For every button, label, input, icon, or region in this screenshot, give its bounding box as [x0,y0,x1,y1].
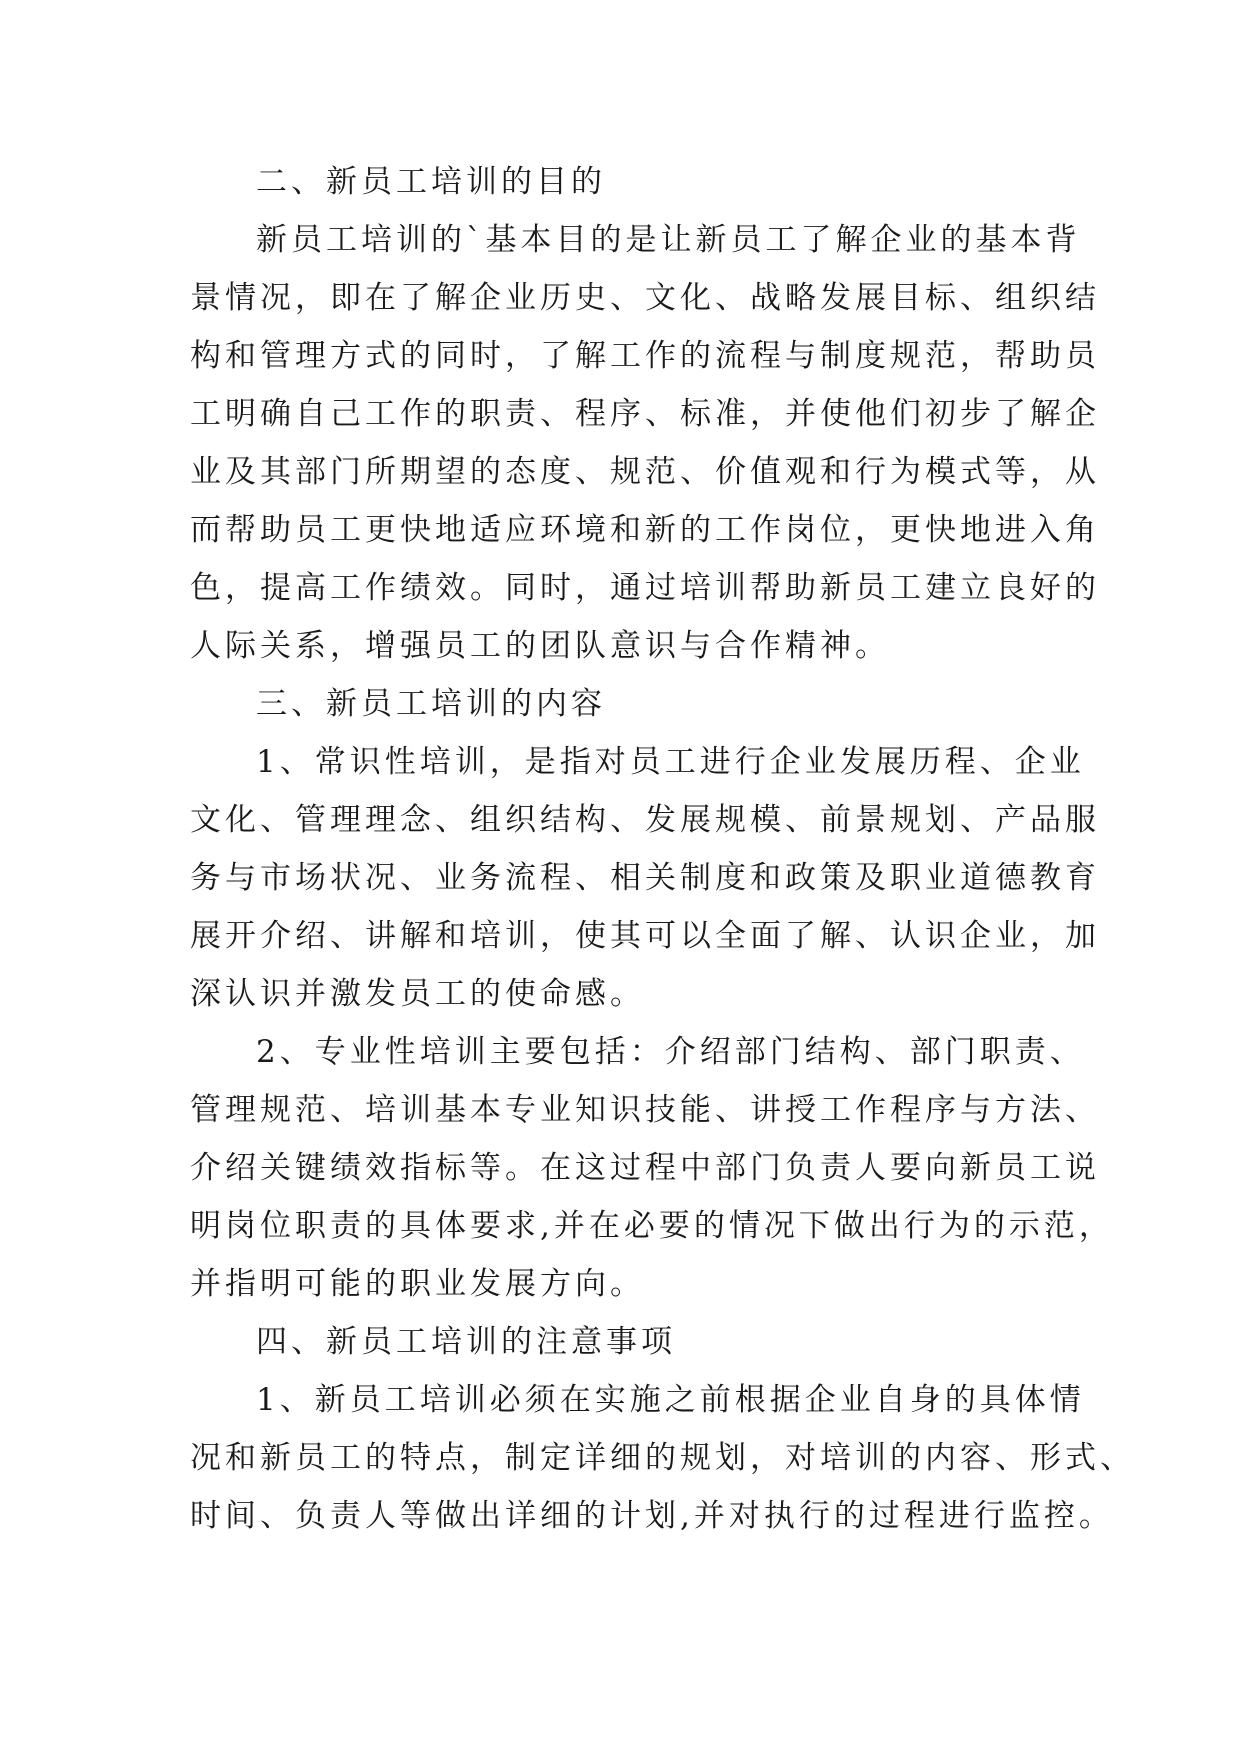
paragraph-line: 并指明可能的职业发展方向。 [190,1266,645,1302]
paragraph-line: 人际关系，增强员工的团队意识与合作精神。 [190,628,890,664]
paragraph-purpose [190,211,1100,675]
paragraph-line: 景情况，即在了解企业历史、文化、战略发展目标、组织结 [190,280,1100,316]
paragraph-line: 业及其部门所期望的态度、规范、价值观和行为模式等，从 [190,454,1100,490]
paragraph-line: 1、常识性培训，是指对员工进行企业发展历程、企业 [256,744,1085,780]
paragraph-line: 构和管理方式的同时，了解工作的流程与制度规范，帮助员 [190,338,1100,374]
section-heading-purpose [190,153,1050,211]
paragraph-content-general [190,733,1100,1023]
paragraph-line: 文化、管理理念、组织结构、发展规模、前景规划、产品服 [190,802,1100,838]
paragraph-content-professional [190,1023,1114,1313]
paragraph-line: 1、新员工培训必须在实施之前根据企业自身的具体情 [256,1382,1085,1418]
paragraph-line: 展开介绍、讲解和培训，使其可以全面了解、认识企业，加 [190,918,1100,954]
paragraph-line: 明岗位职责的具体要求,并在必要的情况下做出行为的示范， [190,1208,1114,1244]
paragraph-line: 务与市场状况、业务流程、相关制度和政策及职业道德教育 [190,860,1100,896]
paragraph-line: 2、专业性培训主要包括：介绍部门结构、部门职责、 [256,1034,1085,1070]
paragraph-line: 况和新员工的特点，制定详细的规划，对培训的内容、形式、 [190,1440,1135,1476]
paragraph-line: 时间、负责人等做出详细的计划,并对执行的过程进行监控。 [190,1498,1114,1534]
heading-text: 二、新员工培训的目的 [256,164,606,200]
paragraph-line: 工明确自己工作的职责、程序、标准，并使他们初步了解企 [190,396,1100,432]
section-heading-notes [190,1313,1050,1371]
paragraph-line: 深认识并激发员工的使命感。 [190,976,645,1012]
heading-text: 三、新员工培训的内容 [256,686,606,722]
paragraph-notes-planning [190,1371,1135,1545]
document-body [190,153,1135,1545]
heading-text: 四、新员工培训的注意事项 [256,1324,676,1360]
paragraph-line: 管理规范、培训基本专业知识技能、讲授工作程序与方法、 [190,1092,1100,1128]
paragraph-line: 新员工培训的`基本目的是让新员工了解企业的基本背 [256,222,1081,258]
paragraph-line: 而帮助员工更快地适应环境和新的工作岗位，更快地进入角 [190,512,1100,548]
paragraph-line: 色，提高工作绩效。同时，通过培训帮助新员工建立良好的 [190,570,1100,606]
paragraph-line: 介绍关键绩效指标等。在这过程中部门负责人要向新员工说 [190,1150,1100,1186]
section-heading-content [190,675,1050,733]
